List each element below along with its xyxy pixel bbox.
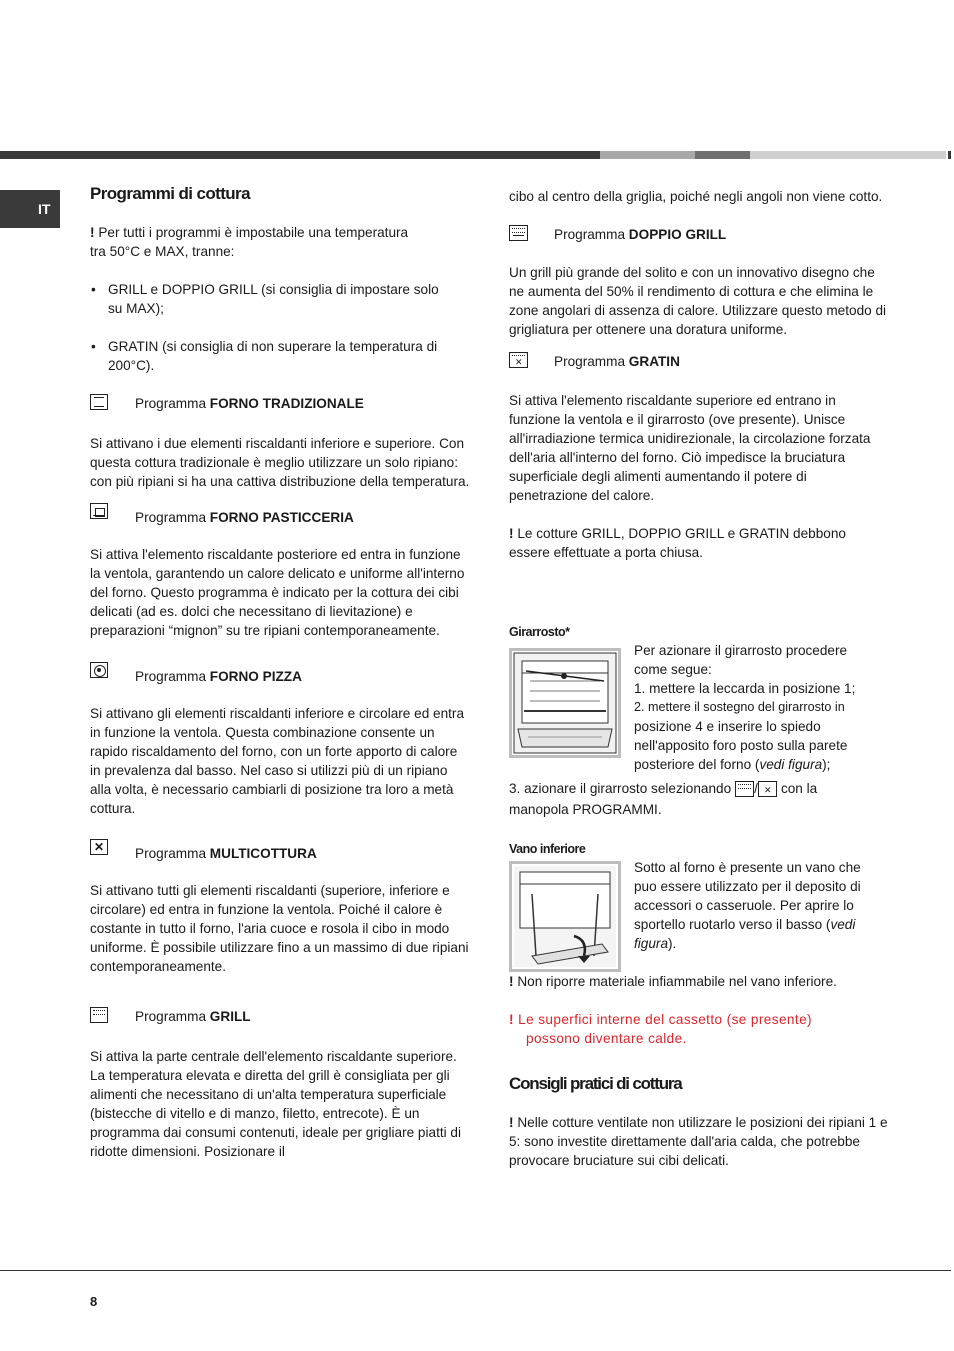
lower-drawer-illustration (512, 864, 618, 969)
top-bar-grey (600, 151, 695, 159)
closed-door-note: ! Le cotture GRILL, DOPPIO GRILL e GRATIN debbono essere effettuate a porta chiusa. (509, 526, 846, 560)
text-line: posteriore del forno (vedi figura); (634, 757, 831, 772)
footer-rule (0, 1270, 951, 1271)
gratin-icon: ✕ (509, 352, 528, 368)
compartment-text (634, 858, 894, 953)
double-grill-icon (735, 781, 754, 797)
page-number: 8 (90, 1294, 98, 1309)
text-line: sportello ruotarlo verso il basso (vedi (634, 917, 856, 932)
section-title: Programmi di cottura (90, 184, 250, 203)
program-multicooking: ✕ Programma MULTICOTTURA (90, 839, 470, 863)
list-item: • GRATIN (si consiglia di non superare la temperatura di 200°C). (108, 337, 453, 375)
program-traditional: Programma FORNO TRADIZIONALE (90, 394, 470, 413)
grill-icon (90, 1007, 108, 1023)
rotisserie-figure (509, 648, 621, 758)
right-column (509, 187, 889, 562)
text-line: nell'apposito foro posto sulla parete (634, 738, 848, 753)
program-description: Si attiva l'elemento riscaldante superiore ed entrano in funzione la ventola e il girarrosto (ove presente). Unisce all'irradiazione termica unidirezionale, la circolazione forzata dell'aria all'interno del forno. Ciò impedisce la bruciatura superficiale degli alimenti aumentando il potere di penetrazione del calore. (509, 393, 871, 503)
text-line: accessori o casseruole. Per aprire lo (634, 898, 854, 913)
text-line: 2. mettere il sostegno del girarrosto in (634, 700, 845, 714)
compartment-notes (509, 972, 899, 1170)
program-description: Un grill più grande del solito e con un innovativo disegno che ne aumenta del 50% il rendimento di cottura e che elimina le zone angolari di assenza di calore. Utilizzare questo metodo di grigliatura per ottenere una doratura uniforme. (509, 265, 887, 337)
program-grill: Programma GRILL (90, 1007, 470, 1026)
text-line: 3. azionare il girarrosto selezionando / ✕ con la (509, 781, 818, 796)
exceptions-list (90, 280, 470, 375)
traditional-oven-icon (90, 394, 108, 410)
hot-surface-warning: ! Le superfici interne del cassetto (se presente) (509, 1012, 812, 1027)
pizza-oven-icon (90, 662, 108, 678)
program-pizza: Programma FORNO PIZZA (90, 662, 470, 686)
left-column (90, 184, 470, 1161)
compartment-section (509, 840, 889, 859)
text-line: figura). (634, 936, 677, 951)
list-item: • GRILL e DOPPIO GRILL (si consiglia di impostare solo su MAX); (108, 280, 453, 318)
compartment-heading: Vano inferiore (509, 842, 586, 856)
rotisserie-step3 (509, 779, 889, 819)
text-line: Per azionare il girarrosto procedere (634, 643, 848, 658)
oven-rotisserie-illustration (512, 651, 618, 755)
multicooking-icon: ✕ (90, 839, 108, 855)
pastry-oven-icon (90, 503, 108, 519)
tips-title: Consigli pratici di cottura (509, 1074, 682, 1093)
gratin-icon: ✕ (758, 781, 777, 797)
text-line: puo essere utilizzato per il deposito di (634, 879, 861, 894)
program-description: Si attivano gli elementi riscaldanti inferiore e circolare ed entra in funzione la ventola. Questa combinazione consente un rapido riscaldamento del forno, con un forte apporto di calore in prevalenza dal basso. Nel caso si utilizzi più di un ripiano alla volta, è necessario cambiarli di posizione tra loro a metà cottura. (90, 706, 465, 816)
rotisserie-text (634, 641, 894, 774)
flammable-note: ! Non riporre materiale infiammabile nel vano inferiore. (509, 974, 837, 989)
compartment-figure (509, 861, 621, 972)
text-line: 1. mettere la leccarda in posizione 1; (634, 681, 856, 696)
rotisserie-section (509, 623, 889, 642)
text-line: come segue: (634, 662, 712, 677)
program-description: Si attivano i due elementi riscaldanti inferiore e superiore. Con questa cottura tradizionale è meglio utilizzare un solo ripiano: con più ripiani si ha una cattiva distribuzione della temperatura. (90, 436, 470, 489)
program-gratin: ✕ Programma GRATIN (509, 352, 889, 371)
top-bar-mid (695, 151, 750, 159)
tips-text: ! Nelle cotture ventilate non utilizzare le posizioni dei ripiani 1 e 5: sono investite direttamente dall'aria calda, che potrebbe provocare bruciature sui cibi delicati. (509, 1115, 888, 1168)
text-line: manopola PROGRAMMI. (509, 802, 662, 817)
top-bar-light (750, 151, 946, 159)
program-description: Si attiva la parte centrale dell'elemento riscaldante superiore. La temperatura elevata e diretta del grill è consigliata per gli alimenti che necessitano di un'alta temperatura superficiale (bistecche di vitello e di manzo, filetto, entrecote). È un programma dai consumi contenuti, ideale per grigliare piatti di ridotte dimensioni. Posizionare il (90, 1049, 462, 1159)
program-pastry: Programma FORNO PASTICCERIA (90, 503, 470, 527)
program-description: Si attivano tutti gli elementi riscaldanti (superiore, inferiore e circolare) ed entra in funzione la ventola. Poiché il calore è costante in tutto il forno, l'aria cuoce e rosola il cibo in modo uniforme. È possibile utilizzare fino a un massimo di due ripiani contemporaneamente. (90, 883, 469, 974)
language-tab: IT (0, 190, 60, 228)
program-description: Si attiva l'elemento riscaldante posteriore ed entra in funzione la ventola, garantendo un calore delicato e uniforme all'interno del forno. Questo programma è indicato per la cottura dei cibi delicati (ad es. dolci che necessitano di lievitazione) e preparazioni “mignon” su tre ripiani contemporaneamente. (90, 547, 465, 638)
double-grill-icon (509, 225, 528, 241)
hot-surface-warning-2: possono diventare calde. (526, 1031, 687, 1046)
intro-note: ! Per tutti i programmi è impostabile una temperatura tra 50°C e MAX, tranne: (90, 225, 409, 259)
program-double-grill: Programma DOPPIO GRILL (509, 225, 889, 244)
top-bar-end (948, 151, 951, 159)
grill-continuation: cibo al centro della griglia, poiché negli angoli non viene cotto. (509, 189, 883, 204)
top-bar-dark (0, 151, 600, 159)
text-line: posizione 4 e inserire lo spiedo (634, 719, 821, 734)
rotisserie-heading: Girarrosto* (509, 625, 570, 639)
text-line: Sotto al forno è presente un vano che (634, 860, 861, 875)
